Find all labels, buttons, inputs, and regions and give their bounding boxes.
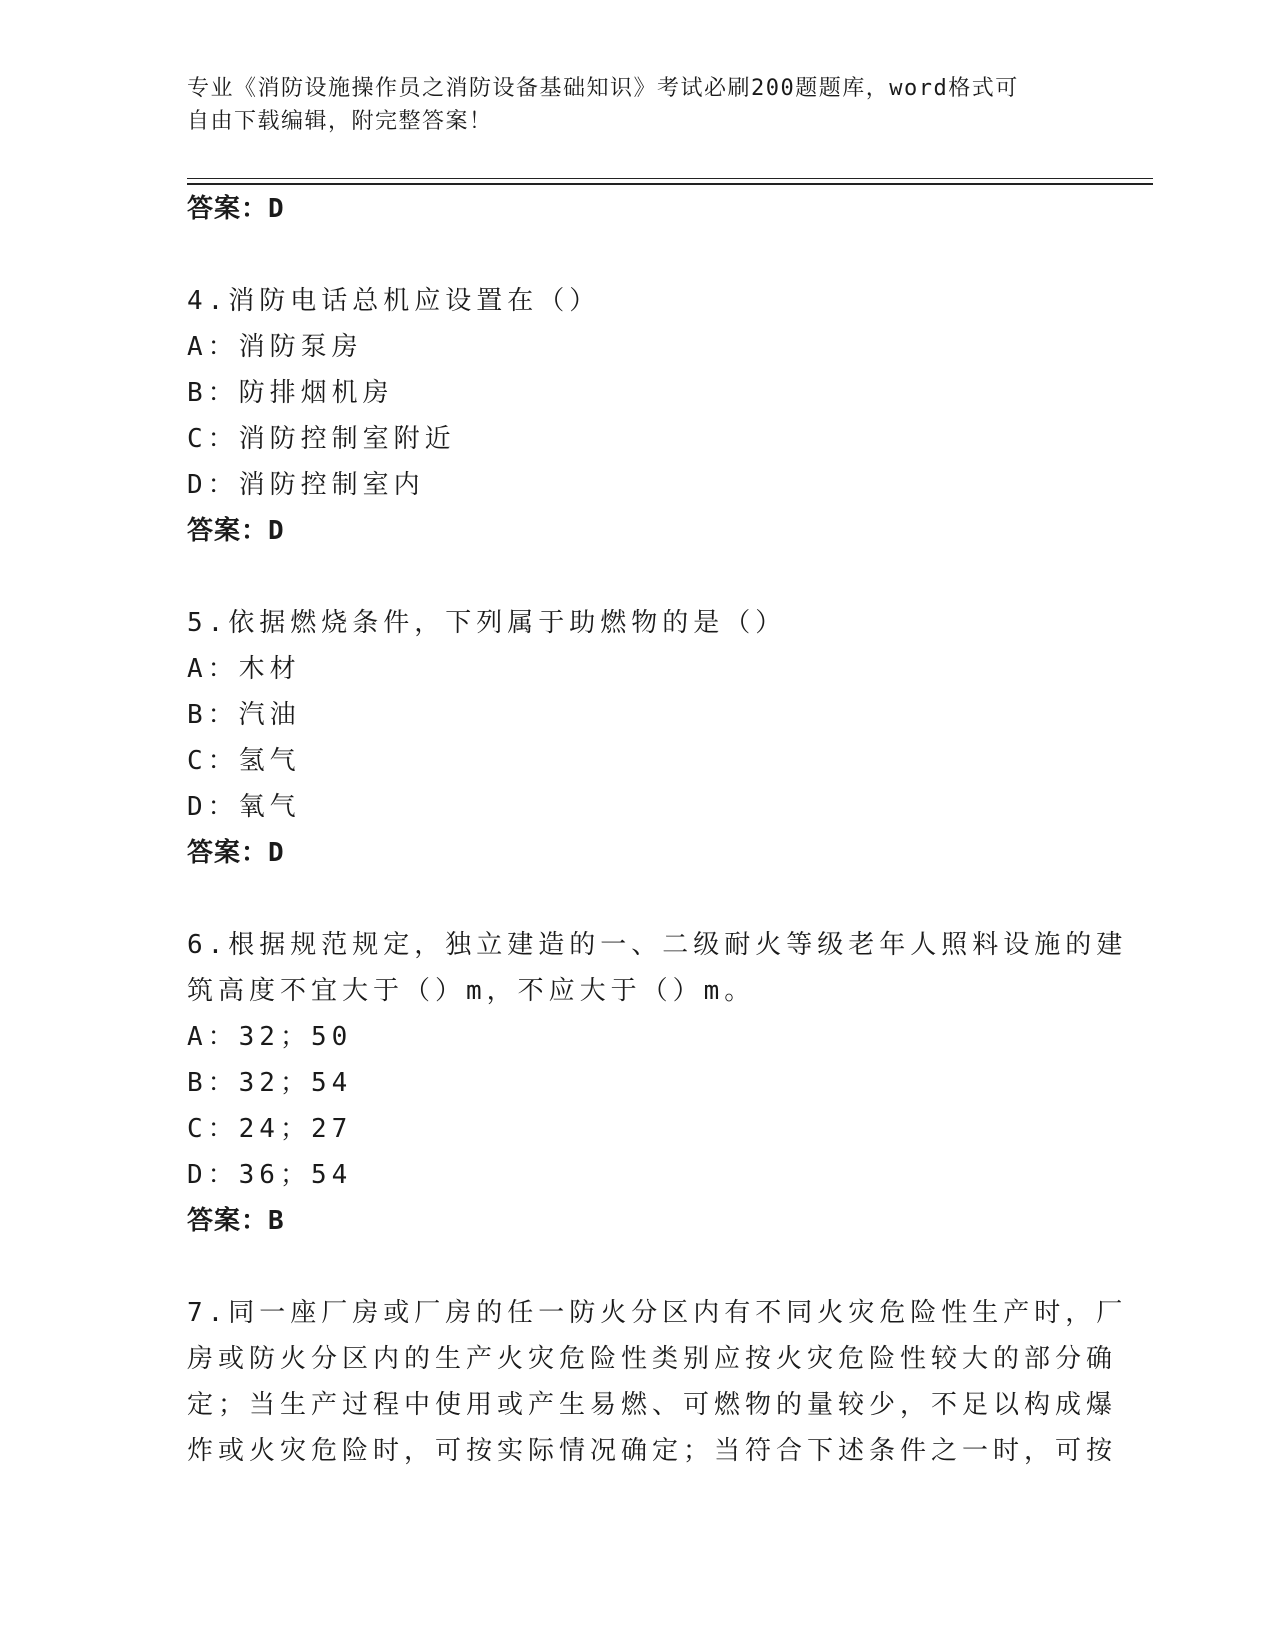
document-body xyxy=(187,186,1128,1474)
option-c: C：氢气 xyxy=(187,746,301,776)
question-stem-line-3: 定；当生产过程中使用或产生易燃、可燃物的量较少，不足以构成爆 xyxy=(187,1390,1118,1420)
question-6 xyxy=(187,922,1128,1244)
option-d: D：36；54 xyxy=(187,1160,353,1190)
question-stem-line-1: 6.根据规范规定，独立建造的一、二级耐火等级老年人照料设施的建 xyxy=(187,930,1128,960)
option-c: C：24；27 xyxy=(187,1114,353,1144)
question-stem-line-2: 房或防火分区内的生产火灾危险性类别应按火灾危险性较大的部分确 xyxy=(187,1344,1118,1374)
option-d: D：消防控制室内 xyxy=(187,470,425,500)
option-c: C：消防控制室附近 xyxy=(187,424,456,454)
spacer xyxy=(187,1244,1067,1290)
question-stem: 5.依据燃烧条件，下列属于助燃物的是（） xyxy=(187,608,787,638)
option-b: B：32；54 xyxy=(187,1068,353,1098)
option-d: D：氧气 xyxy=(187,792,301,822)
option-a: A：32；50 xyxy=(187,1022,353,1052)
prev-question-answer: 答案：D xyxy=(187,194,285,224)
option-b: B：防排烟机房 xyxy=(187,378,394,408)
header-rule-thin xyxy=(187,178,1153,179)
document-header xyxy=(187,72,1067,138)
spacer xyxy=(187,232,1067,278)
spacer xyxy=(187,876,1067,922)
question-stem-line-4: 炸或火灾危险时，可按实际情况确定；当符合下述条件之一时，可按 xyxy=(187,1436,1118,1466)
question-5 xyxy=(187,600,1067,876)
question-stem-line-2: 筑高度不宜大于（）m，不应大于（）m。 xyxy=(187,976,756,1006)
question-stem: 4.消防电话总机应设置在（） xyxy=(187,286,601,316)
question-7 xyxy=(187,1290,1128,1474)
answer: 答案：B xyxy=(187,1206,285,1236)
option-a: A：木材 xyxy=(187,654,301,684)
option-b: B：汽油 xyxy=(187,700,301,730)
question-stem-line-1: 7.同一座厂房或厂房的任一防火分区内有不同火灾危险性生产时，厂 xyxy=(187,1298,1128,1328)
answer: 答案：D xyxy=(187,838,285,868)
spacer xyxy=(187,554,1067,600)
question-4 xyxy=(187,278,1067,554)
header-rule-thick xyxy=(187,183,1153,185)
answer: 答案：D xyxy=(187,516,285,546)
header-line-2: 自由下载编辑，附完整答案！ xyxy=(187,109,493,134)
option-a: A：消防泵房 xyxy=(187,332,363,362)
header-line-1: 专业《消防设施操作员之消防设备基础知识》考试必刷200题题库，word格式可 xyxy=(187,76,1019,101)
